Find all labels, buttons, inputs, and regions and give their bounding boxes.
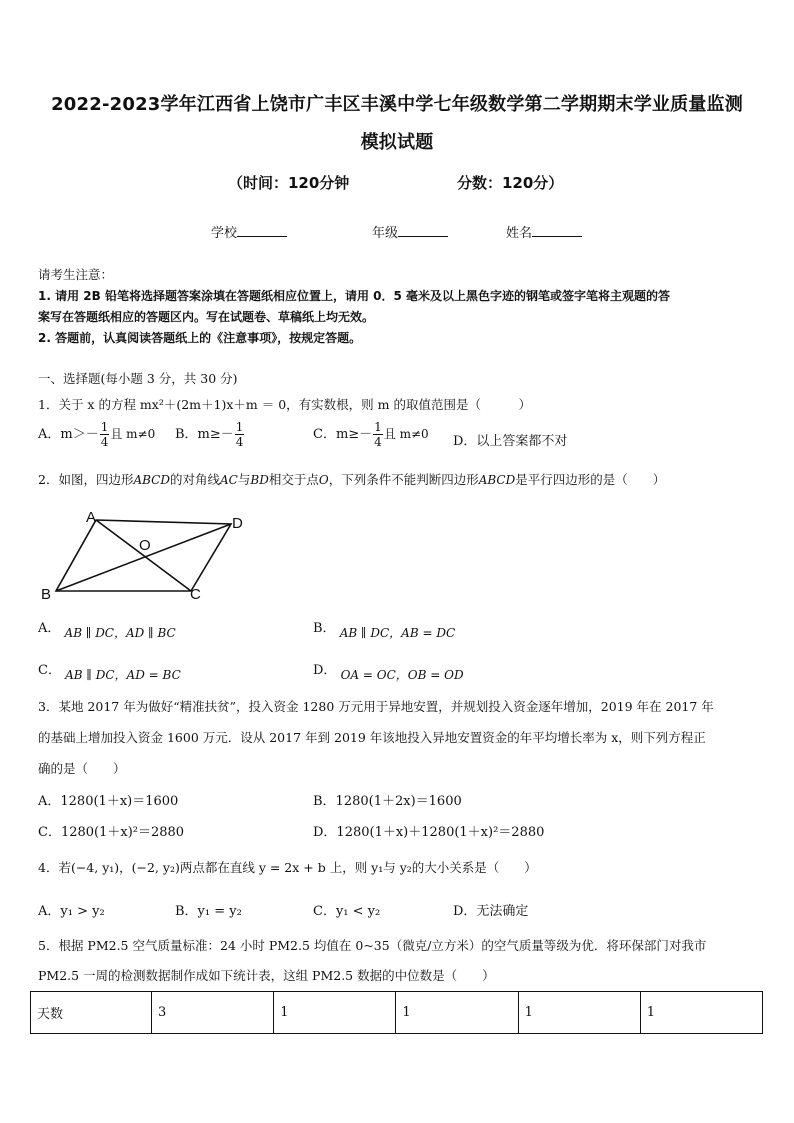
q1-a-text: A．m＞－ [38,427,99,442]
q4-option-c[interactable]: C．y₁ < y₂ [313,904,381,919]
vertex-label-a: A [86,509,97,526]
q3-line1: 3．某地 2017 年为做好“精准扶贫”，投入资金 1280 万元用于异地安置，并规划投入资金逐年增加，2019 年在 2017 年 [38,699,714,714]
exam-score: 分数：120分） [457,174,564,192]
q4-option-d[interactable]: D．无法确定 [453,904,529,919]
q5-line2: PM2.5 一周的检测数据制作成如下统计表，这组 PM2.5 数据的中位数是（ ） [38,968,495,983]
q3-line2: 的基础上增加投入资金 1600 万元．设从 2017 年到 2019 年该地投入异地安置资金的年平均增长率为 x，则下列方程正 [38,730,706,745]
q3-option-a[interactable]: A．1280(1＋x)＝1600 [38,794,179,809]
grade-field[interactable] [372,222,448,241]
exam-title-line2: 模拟试题 [360,132,434,153]
parallelogram-figure [35,504,255,604]
notice-item1b: 案写在答题纸相应的答题区内。写在试题卷、草稿纸上均无效。 [38,310,375,324]
table-cell: 1 [518,992,640,1034]
fraction: $\frac{1}{4}$ [374,420,382,449]
pm25-table [30,991,763,1034]
section1-heading: 一、选择题(每小题 3 分，共 30 分) [38,371,238,386]
table-cell: 1 [396,992,518,1034]
q1-b-text: B．m≥－ [175,427,234,442]
table-row [31,992,763,1034]
name-field[interactable] [506,222,582,241]
table-cell: 1 [640,992,762,1034]
vertex-label-b: B [41,586,52,603]
q2-option-c[interactable]: C． AB ∥ DC，AD = BC [38,663,181,682]
diagonal-bd [56,524,231,591]
name-label: 姓名 [506,226,533,241]
q5-line1: 5．根据 PM2.5 空气质量标准：24 小时 PM2.5 均值在 0~35（微克/立方米）的空气质量等级为优．将环保部门对我市 [38,938,707,953]
fraction: $\frac{1}{4}$ [100,420,109,449]
grade-label: 年级 [372,226,399,241]
vertex-label-c: C [190,586,201,603]
q1-option-b[interactable] [175,420,245,449]
q2-option-a[interactable]: A． AB ∥ DC，AD ∥ BC [38,621,176,640]
fraction: $\frac{1}{4}$ [235,420,244,449]
table-cell: 天数 [31,992,152,1034]
q3-option-b[interactable]: B．1280(1＋2x)＝1600 [313,794,462,809]
q4-option-b[interactable]: B．y₁ = y₂ [175,904,242,919]
exam-title-line1: 2022-2023学年江西省上饶市广丰区丰溪中学七年级数学第二学期期末学业质量监测 [51,94,743,115]
q1-option-d[interactable]: D．以上答案都不对 [453,434,568,449]
q2-option-d[interactable]: D． OA = OC，OB = OD [313,663,464,682]
table-cell: 1 [274,992,396,1034]
notice-heading: 请考生注意： [38,267,114,282]
q3-option-c[interactable]: C．1280(1＋x)²＝2880 [38,825,185,840]
q2-option-b[interactable]: B． AB ∥ DC，AB = DC [313,621,456,640]
exam-time: （时间：120分钟 [228,174,350,192]
notice-item2: 2. 答题前，认真阅读答题纸上的《注意事项》，按规定答题。 [38,331,362,345]
center-label-o: O [139,537,151,554]
table-cell: 3 [152,992,274,1034]
q2-stem: 2．如图，四边形ABCD的对角线AC与BD相交于点O，下列条件不能判断四边形ABCD是平行四边形的是（ ） [38,472,666,487]
q4-stem: 4．若(−4, y₁)，(−2, y₂)两点都在直线 y = 2x + b 上，则 y₁与 y₂的大小关系是（ ） [38,860,537,875]
school-blank[interactable] [237,224,287,237]
grade-blank[interactable] [398,224,448,237]
q1-c-text: C．m≥－ [313,427,373,442]
q1-option-a[interactable] [38,420,155,449]
q1-option-c[interactable] [313,420,429,449]
q1-a-suffix: 且 m≠0 [110,427,156,441]
school-field[interactable] [211,222,287,241]
name-blank[interactable] [532,224,582,237]
diagonal-ac [96,520,191,591]
q1-stem: 1．关于 x 的方程 mx²＋(2m＋1)x＋m ＝ 0，有实数根，则 m 的取值范围是（ ） [38,397,531,412]
q1-c-suffix: 且 m≠0 [383,427,429,441]
q3-option-d[interactable]: D．1280(1＋x)＋1280(1＋x)²＝2880 [313,825,545,840]
vertex-label-d: D [232,515,243,532]
notice-item1a: 1. 请用 2B 铅笔将选择题答案涂填在答题纸相应位置上，请用 0．5 毫米及以上黑色字迹的钢笔或签字笔将主观题的答 [38,289,670,303]
q4-option-a[interactable]: A．y₁ > y₂ [38,904,105,919]
q3-line3: 确的是（ ） [38,761,126,776]
school-label: 学校 [211,226,238,241]
